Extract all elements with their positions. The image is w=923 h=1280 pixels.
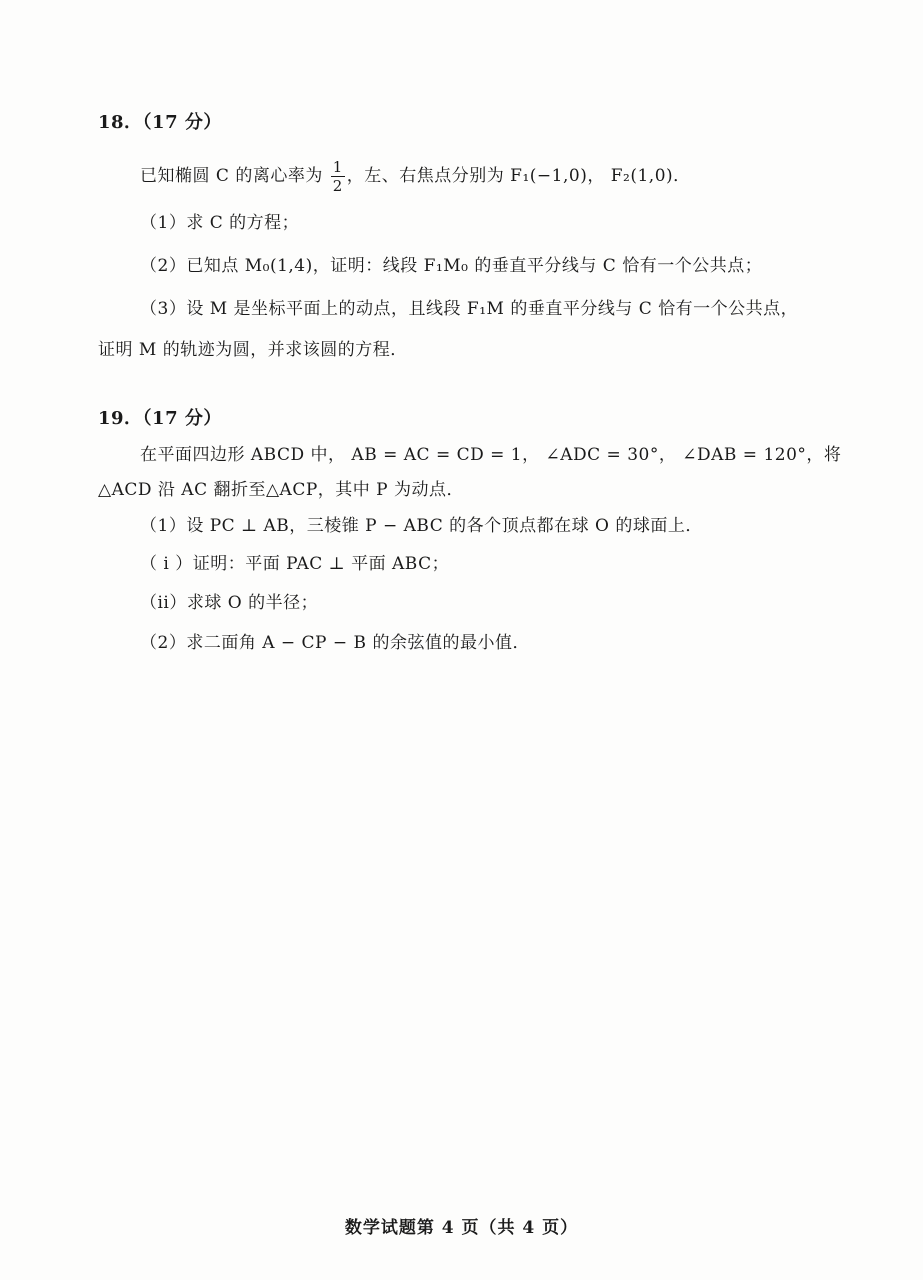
eccentricity-fraction — [331, 158, 345, 195]
q18-part2: （2）已知点 M₀(1,4)，证明：线段 F₁M₀ 的垂直平分线与 C 恰有一个公共点； — [140, 256, 763, 276]
fraction-numerator: 1 — [332, 158, 343, 176]
q19-part1-ii: （ii）求球 O 的半径； — [140, 593, 319, 613]
q19-stem-line1: 在平面四边形 ABCD 中， AB = AC = CD = 1， ∠ADC = 30°， ∠DAB = 120°，将 — [140, 445, 842, 465]
q19-part1-i: （ i ）证明：平面 PAC ⊥ 平面 ABC； — [140, 554, 450, 574]
q18-part3-line2: 证明 M 的轨迹为圆，并求该圆的方程． — [98, 340, 408, 360]
page-footer: 数学试题第 4 页（共 4 页） — [344, 1218, 579, 1238]
q19-stem-line2: △ACD 沿 AC 翻折至△ACP，其中 P 为动点． — [98, 480, 465, 500]
fraction-denominator: 2 — [332, 177, 343, 195]
q18-part1: （1）求 C 的方程； — [140, 213, 300, 233]
q19-part1: （1）设 PC ⊥ AB，三棱锥 P − ABC 的各个顶点都在球 O 的球面上． — [140, 516, 703, 536]
q18-stem — [0, 158, 923, 195]
q18-part3-line1: （3）设 M 是坐标平面上的动点，且线段 F₁M 的垂直平分线与 C 恰有一个公共点， — [140, 299, 799, 319]
q18-stem-after: ，左、右焦点分别为 F₁(−1,0)， F₂(1,0)． — [346, 166, 691, 186]
q18-header: 18．（17 分） — [98, 112, 222, 133]
q19-part2: （2）求二面角 A − CP − B 的余弦值的最小值． — [140, 633, 530, 653]
q18-stem-before: 已知椭圆 C 的离心率为 — [140, 166, 329, 186]
q19-header: 19．（17 分） — [98, 408, 222, 429]
